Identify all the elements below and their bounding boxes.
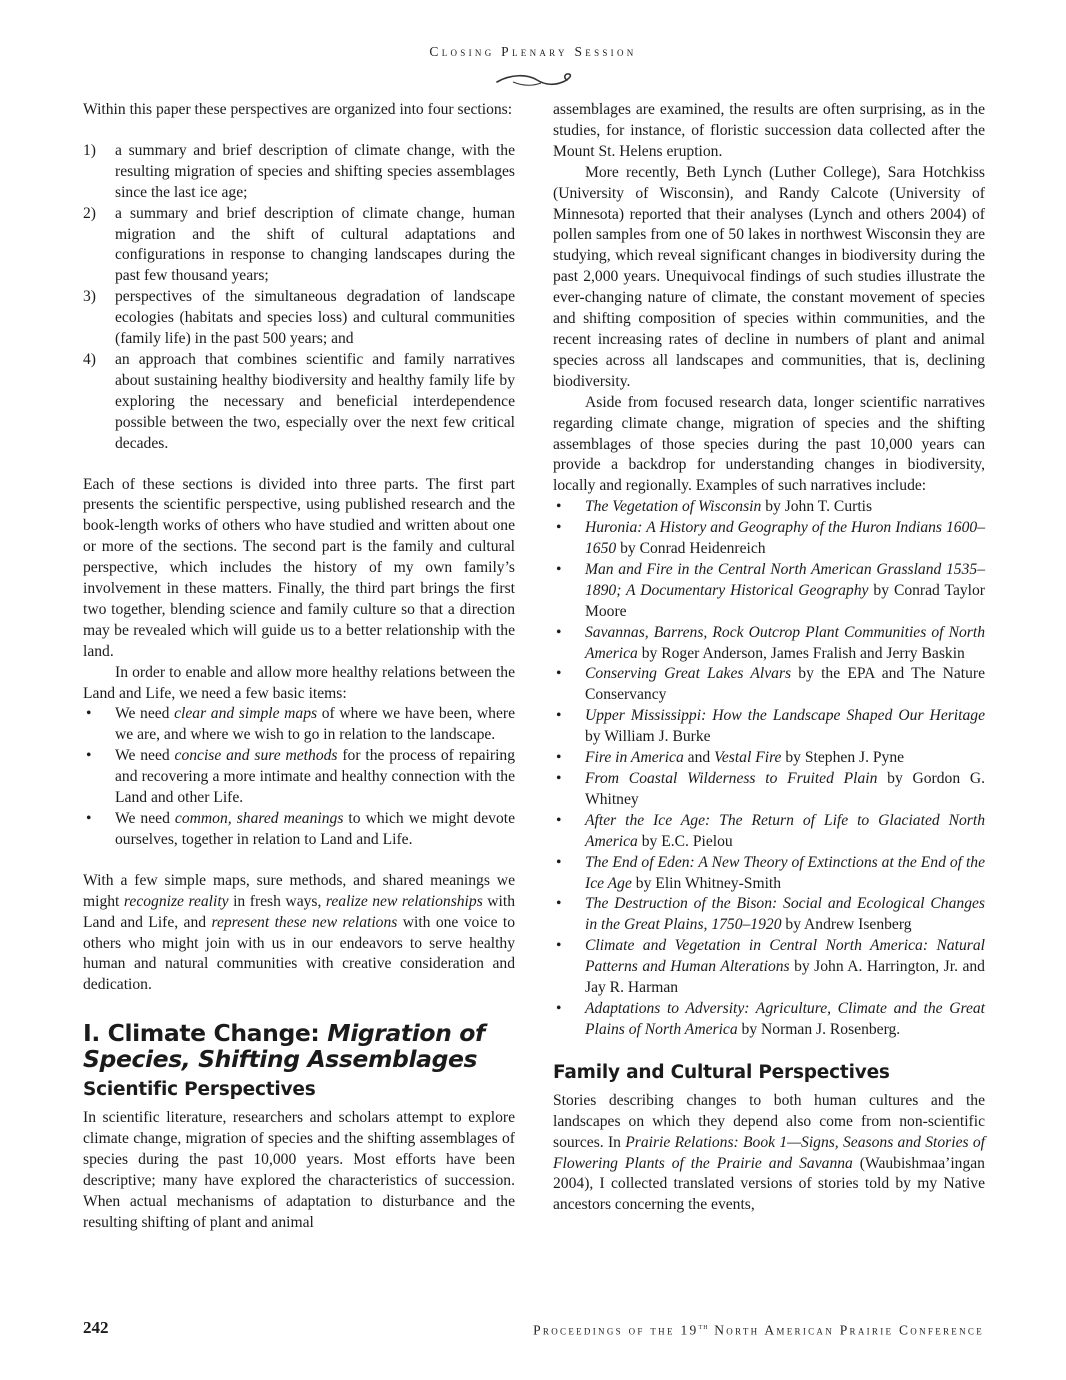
books-list (553, 497, 985, 1041)
family-perspectives-heading: Family and Cultural Perspectives (553, 1061, 890, 1083)
family-paragraph: Stories describing changes to both human cultures and the landscapes on which they depend also come from non-scientific sources. In Prairie Relations: Book 1—Signs, Seasons and Stories of Flowering Plants of the Prairie and Savanna (Waubishmaa’ingan 2004), I collected translated versions of stories told by my Native ancestors concerning the events, (553, 1091, 986, 1214)
list-item: 3) perspectives of the simultaneous degradation of landscape ecologies (habitats and species loss) and cultural communities (family life) in the past 500 years; and (83, 288, 515, 348)
right-column (553, 100, 985, 1216)
list-item: • The Vegetation of Wisconsin by John T. Curtis (556, 498, 873, 516)
sections-list (83, 141, 515, 455)
list-item: • Climate and Vegetation in Central North America: Natural Patterns and Human Alterations by John A. Harrington, Jr. and Jay R. Harman (556, 937, 985, 997)
parts-paragraph: Each of these sections is divided into three parts. The first part presents the scientific perspective, using published research and the book-length works of others who have studied and written about one or more of the sections. The second part is the family and cultural perspective, which includes the history of my own family’s involvement in these matters. Finally, the third part brings the first two together, blending science and family culture so that a direction may be revealed which will guide us to a better relationship with the land. (83, 475, 515, 660)
list-item: • After the Ice Age: The Return of Life to Glaciated North America by E.C. Pielou (556, 811, 985, 850)
closing-paragraph: With a few simple maps, sure methods, and shared meanings we might recognize reality in fresh ways, realize new relationships with Land and Life, and represent these new relations with one voice to others who might join with us in our endeavors to serve healthy human and natural communities with creative consideration and dedication. (83, 871, 516, 994)
list-item: • The End of Eden: A New Theory of Extinctions at the End of the Ice Age by Elin Whitney-Smith (556, 853, 985, 892)
list-item: 4) an approach that combines scientific and family narratives about sustaining healthy biodiversity and healthy family life by exploring the necessary and beneficial interdependence possible between the two, especially over the next few critical decades. (83, 350, 515, 452)
running-footer: Proceedings of the 19th North American Prairie Conference (533, 1321, 984, 1338)
left-column (83, 100, 515, 1234)
section-heading: I. Climate Change: Migration of Species, Shifting Assemblages (83, 1019, 485, 1074)
list-item: • Savannas, Barrens, Rock Outcrop Plant Communities of North America by Roger Anderson, James Fralish and Jerry Baskin (556, 623, 985, 662)
list-item: • Fire in America and Vestal Fire by Stephen J. Pyne (556, 749, 905, 767)
list-item: • The Destruction of the Bison: Social and Ecological Changes in the Great Plains, 1750–1920 by Andrew Isenberg (556, 895, 985, 934)
needs-paragraph: In order to enable and allow more healthy relations between the Land and Life, we need a few basic items: (83, 663, 515, 702)
page-number: 242 (83, 1318, 109, 1337)
list-item: • We need clear and simple maps of where we have been, where we are, and where we wish to go in relation to the landscape. (86, 705, 515, 744)
scientific-perspectives-heading: Scientific Perspectives (83, 1079, 316, 1101)
needs-list (83, 704, 515, 850)
continued-paragraph: assemblages are examined, the results are often surprising, as in the studies, for instance, of floristic succession data collected after the Mount St. Helens eruption. (553, 101, 985, 160)
list-item: • From Coastal Wilderness to Fruited Plain by Gordon G. Whitney (556, 770, 986, 808)
list-item: 2) a summary and brief description of climate change, human migration and the shift of cultural adaptations and configurations in response to changing landscapes during the past few thousand years; (83, 204, 515, 285)
recent-paragraph: More recently, Beth Lynch (Luther College), Sara Hotchkiss (University of Wisconsin), and Randy Calcote (University of Minnesota) reported that their analyses (Lynch and others 2004) of pollen samples from one of 50 lakes in northwest Wisconsin they are studying, which reveal significant changes in biodiversity during the past 2,000 years. Unequivocal findings of such studies illustrate the ever-changing nature of climate, the constant movement of species and shifting composition of species within communities, and the recent increasing rates of decline in numbers of plant and animal species across all landscapes and communities, that is, declining biodiversity. (553, 163, 985, 390)
list-item: • Upper Mississippi: How the Landscape Shaped Our Heritage by William J. Burke (556, 707, 985, 746)
intro-paragraph: Within this paper these perspectives are organized into four sections: (83, 101, 513, 118)
list-item: • We need common, shared meanings to which we might devote ourselves, together in relation to Land and Life. (86, 810, 515, 848)
list-item: • Conserving Great Lakes Alvars by the EPA and The Nature Conservancy (556, 665, 985, 704)
list-item: • Man and Fire in the Central North American Grassland 1535–1890; A Documentary Historical Geography by Conrad Taylor Moore (556, 560, 985, 620)
list-item: • Huronia: A History and Geography of the Huron Indians 1600–1650 by Conrad Heidenreich (556, 519, 985, 558)
list-item: 1) a summary and brief description of climate change, with the resulting migration of species and shifting species assemblages since the last ice age; (83, 141, 515, 201)
list-item: • We need concise and sure methods for the process of repairing and recovering a more intimate and healthy connection with the Land and other Life. (86, 747, 515, 807)
running-header: Closing Plenary Session (429, 44, 637, 59)
list-item: • Adaptations to Adversity: Agriculture, Climate and the Great Plains of North America by Norman J. Rosenberg. (556, 999, 985, 1038)
aside-paragraph: Aside from focused research data, longer scientific narratives regarding climate change, migration of species and the shifting assemblages of those species during the past 10,000 years can provide a backdrop for understanding changes in biodiversity, locally and regionally. Examples of such narratives include: (553, 393, 985, 495)
scientific-paragraph: In scientific literature, researchers and scholars attempt to explore climate change, migration of species and the shifting assemblages of species during the past 10,000 years. Most efforts have been descriptive; many have explored the characteristics of succession. When actual mechanisms of adaptation to disturbance and the resulting shifting of plant and animal (83, 1109, 515, 1231)
ornament-flourish-icon (493, 70, 575, 92)
